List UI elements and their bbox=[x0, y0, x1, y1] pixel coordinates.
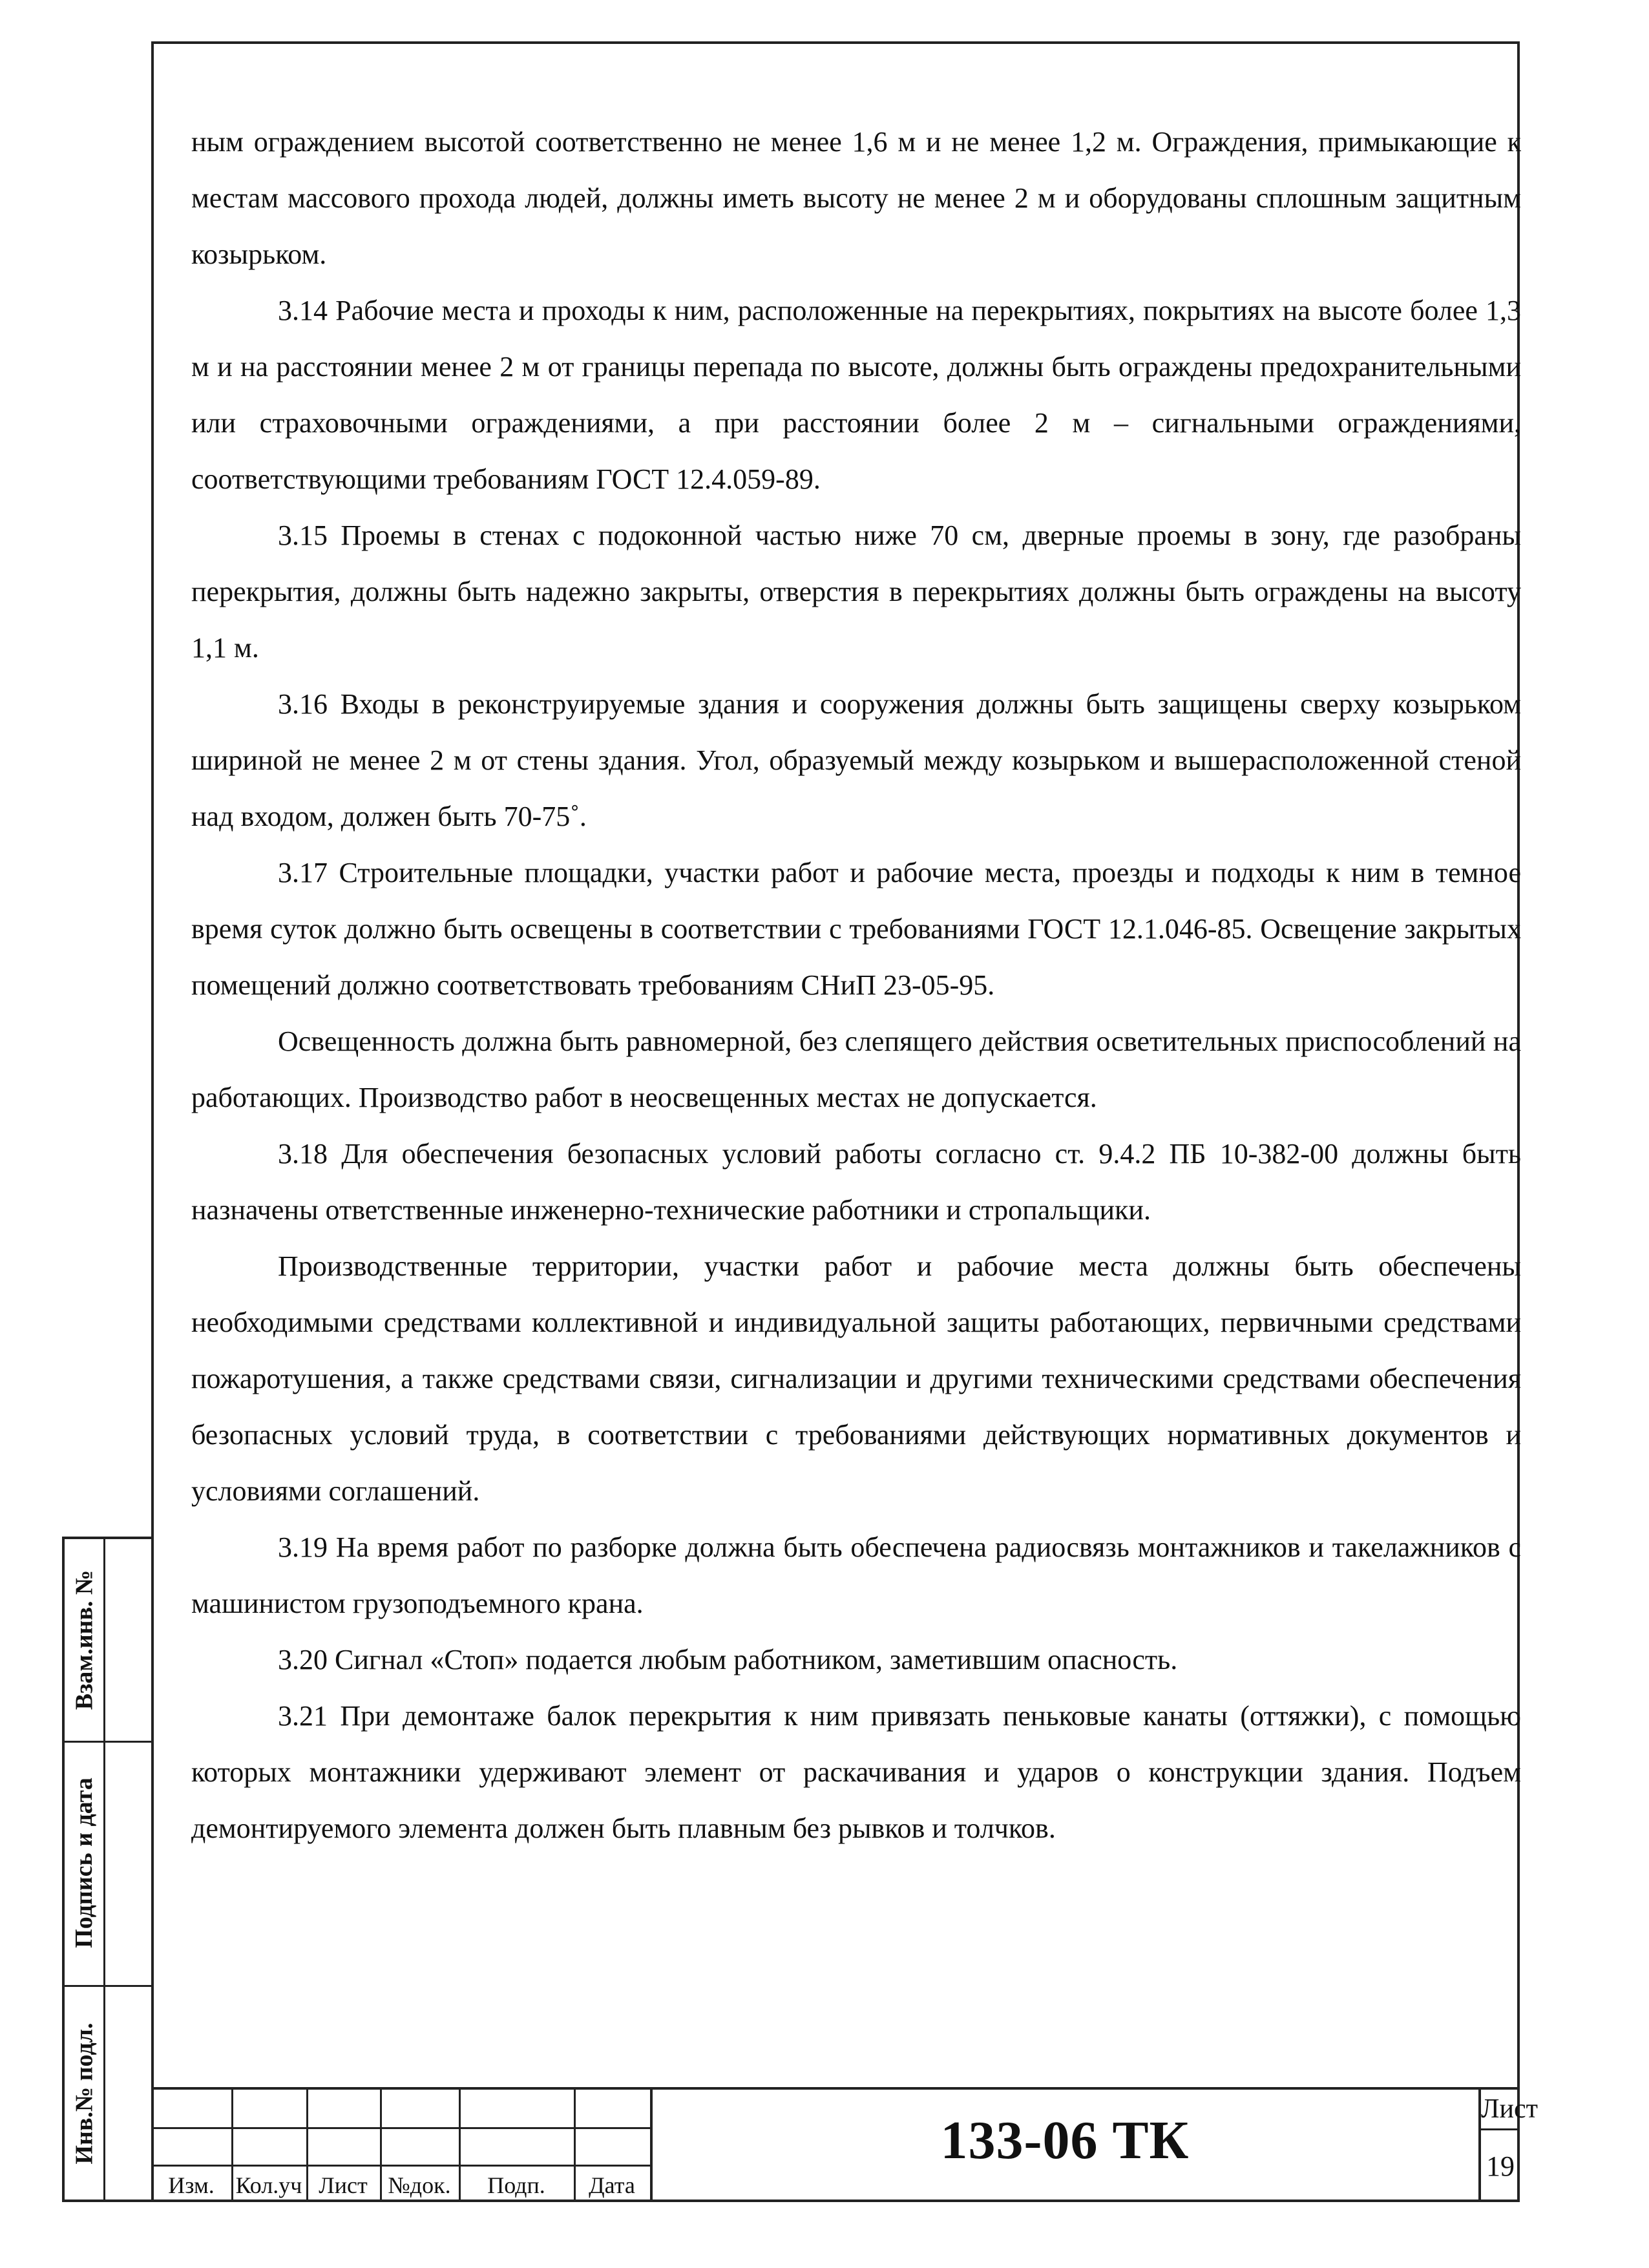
document-number: 133-06 ТК bbox=[940, 2110, 1190, 2170]
title-block bbox=[151, 2087, 1538, 2202]
paragraph: 3.15 Проемы в стенах с подоконной частью ниже 70 см, дверные проемы в зону, где разобраны перекрытия, должны быть надежно закрыты, отверстия в перекрытиях должны быть ограждены на высоту 1,1 м. bbox=[191, 520, 1521, 664]
side-stamp-divider bbox=[103, 1539, 105, 2200]
date-label: Дата bbox=[589, 2172, 635, 2198]
signature-date-label: Подпись и дата bbox=[70, 1778, 98, 1948]
count-label: Кол.уч bbox=[235, 2172, 302, 2198]
paragraph: 3.17 Строительные площадки, участки работ и рабочие места, проезды и подходы к ним в темное время суток должно быть освещены в соответствии с требованиями ГОСТ 12.1.046-85. Освещение закрытых помещений должно соответствовать требованиям СНиП 23-05-95. bbox=[191, 857, 1521, 1001]
paragraph: 3.14 Рабочие места и проходы к ним, расположенные на перекрытиях, покрытиях на высоте более 1,3 м и на расстоянии менее 2 м от границы перепада по высоте, должны быть ограждены предохранительными или страховочными ограждениями, а при расстоянии более 2 м – сигнальными ограждениями, соответствующими требованиям ГОСТ 12.4.059-89. bbox=[191, 295, 1521, 495]
doc-number-label: №док. bbox=[388, 2172, 451, 2198]
paragraph: 3.16 Входы в реконструируемые здания и сооружения должны быть защищены сверху козырьком шириной не менее 2 м от стены здания. Угол, образуемый между козырьком и вышерасположенной стеной над входом, должен быть 70-75˚. bbox=[191, 688, 1521, 832]
paragraph: 3.19 На время работ по разборке должна быть обеспечена радиосвязь монтажников и такелажников с машинистом грузоподъемного крана. bbox=[191, 1531, 1521, 1619]
paragraph: 3.20 Сигнал «Стоп» подается любым работником, заметившим опасность. bbox=[278, 1644, 1178, 1675]
paragraph: 3.18 Для обеспечения безопасных условий работы согласно ст. 9.4.2 ПБ 10-382-00 должны быть назначены ответственные инженерно-технические работники и стропальщики. bbox=[191, 1138, 1521, 1226]
change-label: Изм. bbox=[168, 2172, 215, 2198]
sheet-label: Лист bbox=[1481, 2094, 1538, 2124]
sheet-col-label: Лист bbox=[319, 2172, 368, 2198]
sheet-number: 19 bbox=[1486, 2150, 1515, 2182]
paragraph: ным ограждением высотой соответственно не менее 1,6 м и не менее 1,2 м. Ограждения, примыкающие к местам массового прохода людей, должны иметь высоту не менее 2 м и оборудованы сплошным защитным козырьком. bbox=[191, 126, 1521, 270]
side-stamp bbox=[62, 1537, 151, 2202]
paragraph: Производственные территории, участки работ и рабочие места должны быть обеспечены необходимыми средствами коллективной и индивидуальной защиты работающих, первичными средствами пожаротушения, а также средствами связи, сигнализации и другими техническими средствами обеспечения безопасных условий труда, в соответствии с требованиями действующих нормативных документов и условиями соглашений. bbox=[191, 1250, 1521, 1507]
title-block-rule bbox=[151, 2127, 651, 2129]
title-block-rule bbox=[151, 2165, 651, 2167]
title-block-rule bbox=[1481, 2128, 1520, 2130]
original-inventory-label: Инв.№ подл. bbox=[70, 2022, 98, 2165]
signature-label: Подп. bbox=[487, 2172, 545, 2198]
document-body bbox=[191, 114, 1521, 1856]
replacement-inventory-label: Взам.инв. № bbox=[70, 1570, 98, 1710]
paragraph: Освещенность должна быть равномерной, без слепящего действия осветительных приспособлений на работающих. Производство работ в неосвещенных местах не допускается. bbox=[191, 1025, 1521, 1113]
paragraph: 3.21 При демонтаже балок перекрытия к ним привязать пеньковые канаты (оттяжки), с помощью которых монтажники удерживают элемент от раскачивания и ударов о конструкции здания. Подъем демонтируемого элемента должен быть плавным без рывков и толчков. bbox=[191, 1700, 1521, 1844]
